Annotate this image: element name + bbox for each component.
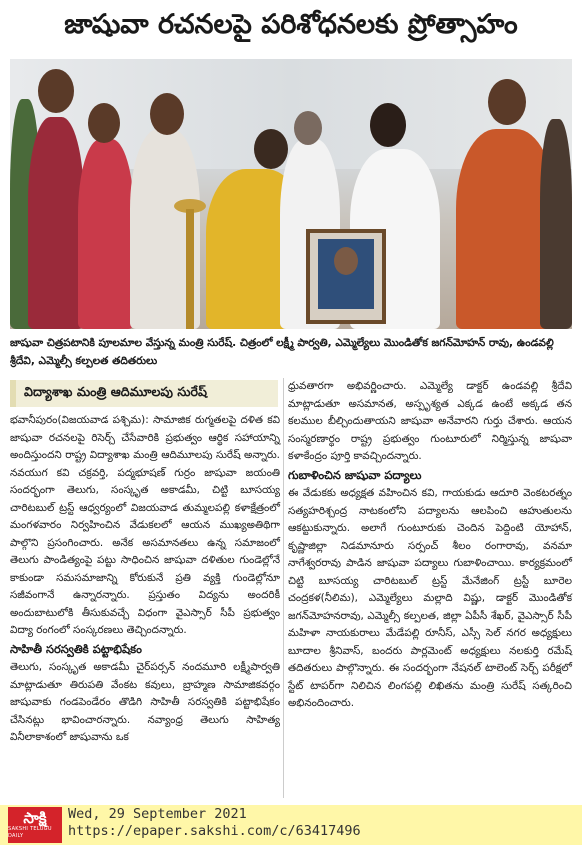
- left-subhead: సాహితీ సరస్వతికి పట్టాభిషేకం: [10, 641, 142, 656]
- sakshi-logo: [8, 807, 62, 843]
- photo-person-head: [38, 69, 74, 113]
- photo-person-head: [88, 103, 120, 143]
- logo-main-text: సాక్షి: [23, 809, 47, 827]
- publication-date: Wed, 29 September 2021: [68, 806, 247, 822]
- left-para-1: భవానీపురం(విజయవాడ పశ్చిమ): సామాజిక రుగ్మతలపై దళిత కవి జాషువా రచనలపై రిసెర్చ్ చేసేవారికి ప్రభుత్వం ఆర్థిక సహాయాన్ని అందిస్తుందని రాష్ట్ర విద్యాశాఖ మంత్రి ఆదిమూలపు సురేష్ అన్నారు. నవయుగ కవి చక్రవర్తి, పద్మభూషణ్ గుర్రం జాషువా జయంతి సందర్భంగా తెలుగు, సంస్కృత అకాడమీ, చిట్టి బూసయ్య చారిటబుల్ ట్రస్ట్ ఆధ్వర్యంలో విజయవాడ తుమ్మలపల్లి కళాక్షేత్రంలో మంగళవారం నిర్వహించిన వేడుకలలో ఆయన ముఖ్యఅతిథిగా పాల్గొని ప్రసంగించారు. అనేక అసమానతలు ఉన్న సమాజంలో తెలుగు పాండిత్యంపై పట్టు సాధించిన జాషువా దళితుల గుండెల్లోనే కాకుండా సమసమాజాన్ని కోరుకునే ప్రతి వ్యక్తి గుండెల్లోనూ సజీవంగానే ఉన్నారన్నారు. ప్రస్తుతం విద్యను అందరికీ అందుబాటులోకి తీసుకువచ్చే విధంగా వైఎస్సార్ సీపీ ప్రభుత్వం విద్యా రంగంలో సంస్కరణలు తెచ్చిందన్నారు.: [10, 414, 280, 636]
- photo-person: [28, 117, 84, 329]
- right-para-1: ధ్రువతారగా అభివర్ణించారు. ఎమ్మెల్యే డాక్టర్ ఉండవల్లి శ్రీదేవి మాట్లాడుతూ అసమానత, అస్పృశ్యత ఎక్కడ ఉంటే అక్కడ తన కలముల బీల్చిందుతాయని జాషువా అనేవారని గుర్తు చేశారు. ఆయన సంస్మరణార్థం రాష్ట్ర ప్రభుత్వం గుంటూరులో నిర్మిస్తున్న జాషువా కళాకేంద్రం పూర్తి కావచ్చిందన్నారు.: [288, 380, 572, 462]
- photo-person-head: [254, 129, 288, 169]
- photo-person: [78, 139, 134, 329]
- portrait-face: [334, 247, 358, 275]
- photo-person-head: [294, 111, 322, 145]
- event-photo: [10, 59, 572, 329]
- column-divider: [283, 378, 284, 798]
- photo-person-head: [488, 79, 526, 125]
- epaper-link[interactable]: https://epaper.sakshi.com/c/63417496: [68, 823, 361, 839]
- brass-lamp: [186, 209, 194, 329]
- left-column: [10, 412, 280, 747]
- headline: జాషువా రచనలపై పరిశోధనలకు ప్రోత్సాహం: [64, 9, 518, 40]
- photo-person: [540, 119, 572, 329]
- right-subhead: గుబాళించిన జాషువా పద్యాలు: [288, 467, 422, 482]
- right-para-2: ఈ వేడుకకు అధ్యక్షత వహించిన కవి, గాయకుడు ఆదూరి వెంకటరత్నం సత్యహరిశ్చంద్ర నాటకంలోని పద్యాలను ఆలపించి ఆహుతులను ఆకట్టుకున్నారు. అలాగే గుంటూరుకు చెందిన పెద్దింటి యోహాన్, కృష్ణాజిల్లా నిడమానూరు సర్పంచ్ శీలం రంగారావు, వనమా నాగేశ్వరరావు పాడిన జాషువా పద్యాలు గుబాళించాయి. కార్యక్రమంలో చిట్టి బూసయ్య చారిటబుల్ ట్రస్ట్ మేనేజింగ్ ట్రస్టీ బూరెల చంద్రకళ(నీలిమ), ఎమ్మెల్యేలు మల్లాది విష్ణు, డాక్టర్ మొండితోక జగన్‌మోహనరావు, ఎమ్మెల్సీ కల్పలత, జిల్లా ఏపీసీ శేఖర్, వైఎస్సార్ సీపీ మహిళా నాయకురాలు మేడేపల్లి రూనీస్, ఎస్సీ సెల్ నగర అధ్యక్షులు బూదాల శ్రీనివాస్, బందరు పార్లమెంట్ అధ్యక్షులు నలకుర్తి రమేష్ తదితరులు పాల్గొన్నారు. ఈ సందర్భంగా నేషనల్ టాలెంట్ సెర్చ్ పరీక్షలో స్టేట్ టాపర్‌గా నిలిచిన లింగపల్లి లిఖితను మంత్రి సురేష్ సత్కరించి అభినందించారు.: [288, 487, 572, 709]
- minister-quote-box: విద్యాశాఖ మంత్రి ఆదిమూలపు సురేష్: [10, 380, 278, 407]
- right-column: [288, 378, 572, 713]
- photo-person-head: [150, 93, 184, 135]
- portrait-frame: [306, 229, 386, 324]
- photo-person-head: [370, 103, 406, 147]
- left-para-2: తెలుగు, సంస్కృత అకాడమీ చైర్‌పర్సన్ నందమూరి లక్ష్మీపార్వతి మాట్లాడుతూ తిరుపతి వేంకట కవులు, బ్రాహ్మణ సామాజికవర్గం జాషువాకు గండపెండేరం తొడిగి సాహితీ సరస్వతికి పట్టాభిషేకం చేసినట్లు భావించారన్నారు. నవ్యాంధ్ర తెలుగు సాహిత్య వినీలాకాశంలో జాషువాను ఒక: [10, 661, 280, 743]
- logo-sub-text: SAKSHI TELUGU DAILY: [8, 826, 52, 839]
- photo-caption: జాషువా చిత్రపటానికి పూలమాల వేస్తున్న మంత్రి సురేష్. చిత్రంలో లక్ష్మీ పార్వతి, ఎమ్మెల్యేలు మొండితోక జగన్‌మోహన్ రావు, ఉండవల్లి శ్రీదేవి, ఎమ్మెల్సీ కల్పలత తదితరులు: [10, 337, 554, 367]
